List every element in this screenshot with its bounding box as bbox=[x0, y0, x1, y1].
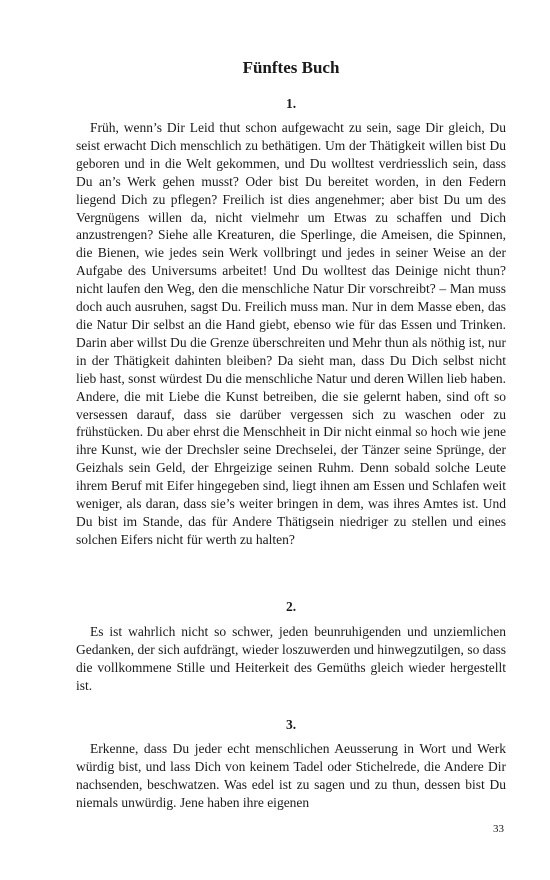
section-number-1: 1. bbox=[285, 96, 297, 111]
section-text-3: Erkenne, dass Du jeder echt menschlichen Aeusserung in Wort und Werk würdig bist, und lass Dich von keinem Tadel oder Stichelrede, die Andere Dir nachsenden, beschwatzen. Was edel ist zu sagen und zu thun, dessen bist Du niemals unwürdig. Jene haben ihre eigenen bbox=[76, 741, 506, 810]
page-number: 33 bbox=[493, 823, 504, 835]
chapter-title: Fünftes Buch bbox=[242, 58, 340, 77]
section-text-2: Es ist wahrlich nicht so schwer, jeden beunruhigenden und unziemlichen Gedanken, der sich aufdrängt, wieder loszuwerden und hinwegzutilgen, so dass die vollkommene Stille und Heiterkeit des Gemüths gleich wieder hergestellt ist. bbox=[76, 624, 506, 693]
section-text-1: Früh, wenn’s Dir Leid thut schon aufgewacht zu sein, sage Dir gleich, Du seist erwacht Dich menschlich zu bethätigen. Um der Thätigkeit willen bist Du geboren und in die Welt gekommen, und Du wolltest verdriesslich sein, dass Du an’s Werk gehen musst? Oder bist Du bereitet worden, in den Federn liegend Dich zu pflegen? Freilich ist dies angenehmer; aber bist Du um des Vergnügens willen da, nicht vielmehr um Etwas zu schaffen und Dich anzustrengen? Siehe alle Kreaturen, die Sperlinge, die Ameisen, die Spinnen, die Bienen, wie jedes sein Werk vollbringt und jedes in seiner Weise an der Aufgabe des Universums arbeitet! Und Du wolltest das Deinige nicht thun? nicht laufen den Weg, den die menschliche Natur Dir vorschreibt? – Man muss doch auch ausruhen, sagst Du. Freilich muss man. Nur in dem Masse eben, das die Natur Dir selbst an die Hand giebt, ebenso wie für das Essen und Trinken. Darin aber willst Du die Grenze überschreiten und Mehr thun als nöthig ist, nur in der Thätigkeit dahinten bleiben? Da sieht man, dass Du Dich selbst nicht lieb hast, sonst würdest Du die menschliche Natur und deren Willen lieb haben. Andere, die mit Liebe die Kunst betreiben, die sie gelernt haben, sind oft so versessen darauf, dass sie darüber vergessen sich zu waschen oder zu frühstücken. Du aber ehrst die Menschheit in Dir nicht einmal so hoch wie jene ihre Kunst, wie der Drechsler seine Drechselei, der Tänzer seine Sprünge, der Geizhals sein Geld, der Ehrgeizige seinen Ruhm. Denn sobald solche Leute ihrem Beruf mit Eifer hingegeben sind, liegt ihnen am Essen und Schlafen weit weniger, als daran, dass sie’s weiter bringen in dem, was ihres Amtes ist. Und Du bist im Stande, das für Andere Thätigsein niedriger zu stellen und eines solchen Eifers nicht für werth zu halten? bbox=[76, 120, 506, 547]
section-number-3: 3. bbox=[285, 717, 297, 732]
section-number-2: 2. bbox=[285, 599, 297, 614]
